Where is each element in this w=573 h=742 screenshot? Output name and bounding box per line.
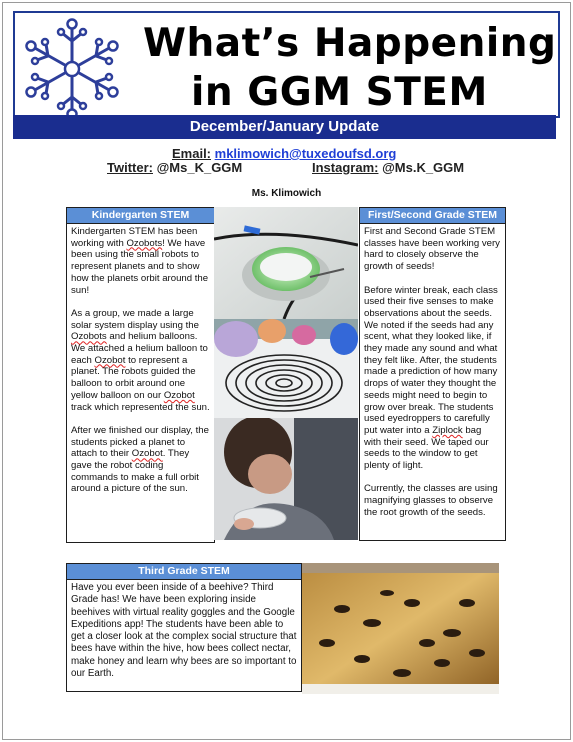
kindergarten-body bbox=[67, 224, 214, 509]
email-label: Email: bbox=[172, 146, 212, 161]
twitter-line bbox=[107, 160, 242, 175]
first-second-heading: First/Second Grade STEM bbox=[360, 208, 505, 224]
first-second-paragraph-2: Before winter break, each class used their five senses to make observations about the seeds. We noted if the seeds had any scent, what they looked like, if they made any sound and what they felt like. After, the students made a prediction of how many drops of water they thought the seeds might need to begin to grow over break. The students used eyedroppers to carefully put water into a Ziplock bag with their seed. We taped our seeds to the window to get plenty of light. bbox=[364, 284, 498, 472]
first-second-body bbox=[360, 224, 505, 532]
header-banner bbox=[13, 11, 560, 118]
kindergarten-section bbox=[66, 207, 215, 543]
student-ozobot-photo bbox=[214, 418, 358, 540]
email-link[interactable]: mklimowich@tuxedoufsd.org bbox=[214, 146, 397, 161]
kindergarten-paragraph-1: Kindergarten STEM has been working with Ozobots! We have been using the small robots to represent planets and to show how the planets orbit around the sun! bbox=[71, 226, 209, 296]
newsletter-title-line2: in GGM STEM bbox=[191, 70, 488, 115]
snowflake-icon bbox=[17, 17, 127, 121]
kindergarten-paragraph-3: After we finished our display, the students picked a planet to attach to their Ozobot. They gave the robot coding commands to make a full orbit around a picture of the sun. bbox=[71, 424, 209, 495]
beehive-vr-photo bbox=[302, 563, 499, 694]
twitter-label: Twitter: bbox=[107, 160, 153, 175]
kindergarten-paragraph-2: As a group, we made a large solar system display using the Ozobots and helium balloons. We attached a helium balloon to each Ozobot to represent a planet. The robots guided the balloon to orbit around one yellow balloon on our Ozobot track which represented the sun. bbox=[71, 307, 210, 413]
third-grade-heading: Third Grade STEM bbox=[67, 564, 301, 580]
first-second-paragraph-3: Currently, the classes are using magnifying glasses to observe the root growth of the seeds. bbox=[364, 483, 498, 518]
first-second-section bbox=[359, 207, 506, 541]
ozobot-photo bbox=[214, 207, 358, 319]
solar-system-photo bbox=[214, 319, 358, 418]
update-subtitle: December/January Update bbox=[13, 115, 556, 139]
first-second-paragraph-1: First and Second Grade STEM classes have been working very hard to closely observe the growth of seeds! bbox=[364, 226, 500, 273]
teacher-name: Ms. Klimowich bbox=[251, 188, 322, 199]
instagram-label: Instagram: bbox=[312, 160, 379, 175]
kindergarten-heading: Kindergarten STEM bbox=[67, 208, 214, 224]
email-line bbox=[172, 146, 396, 161]
instagram-line bbox=[312, 160, 464, 175]
newsletter-title-line1: What’s Happening bbox=[143, 21, 557, 66]
third-grade-body: Have you ever been inside of a beehive? Third Grade has! We have been exploring inside beehives with virtual reality goggles and the Google Expeditions app! The students have been able to get a closer look at the complex social structure that bees have within the hive, how bees collect nectar, make honey and learn why bees are so important to our Earth. bbox=[71, 582, 297, 680]
third-grade-section bbox=[66, 563, 302, 692]
instagram-handle[interactable]: @Ms.K_GGM bbox=[382, 160, 465, 175]
twitter-handle[interactable]: @Ms_K_GGM bbox=[156, 160, 243, 175]
